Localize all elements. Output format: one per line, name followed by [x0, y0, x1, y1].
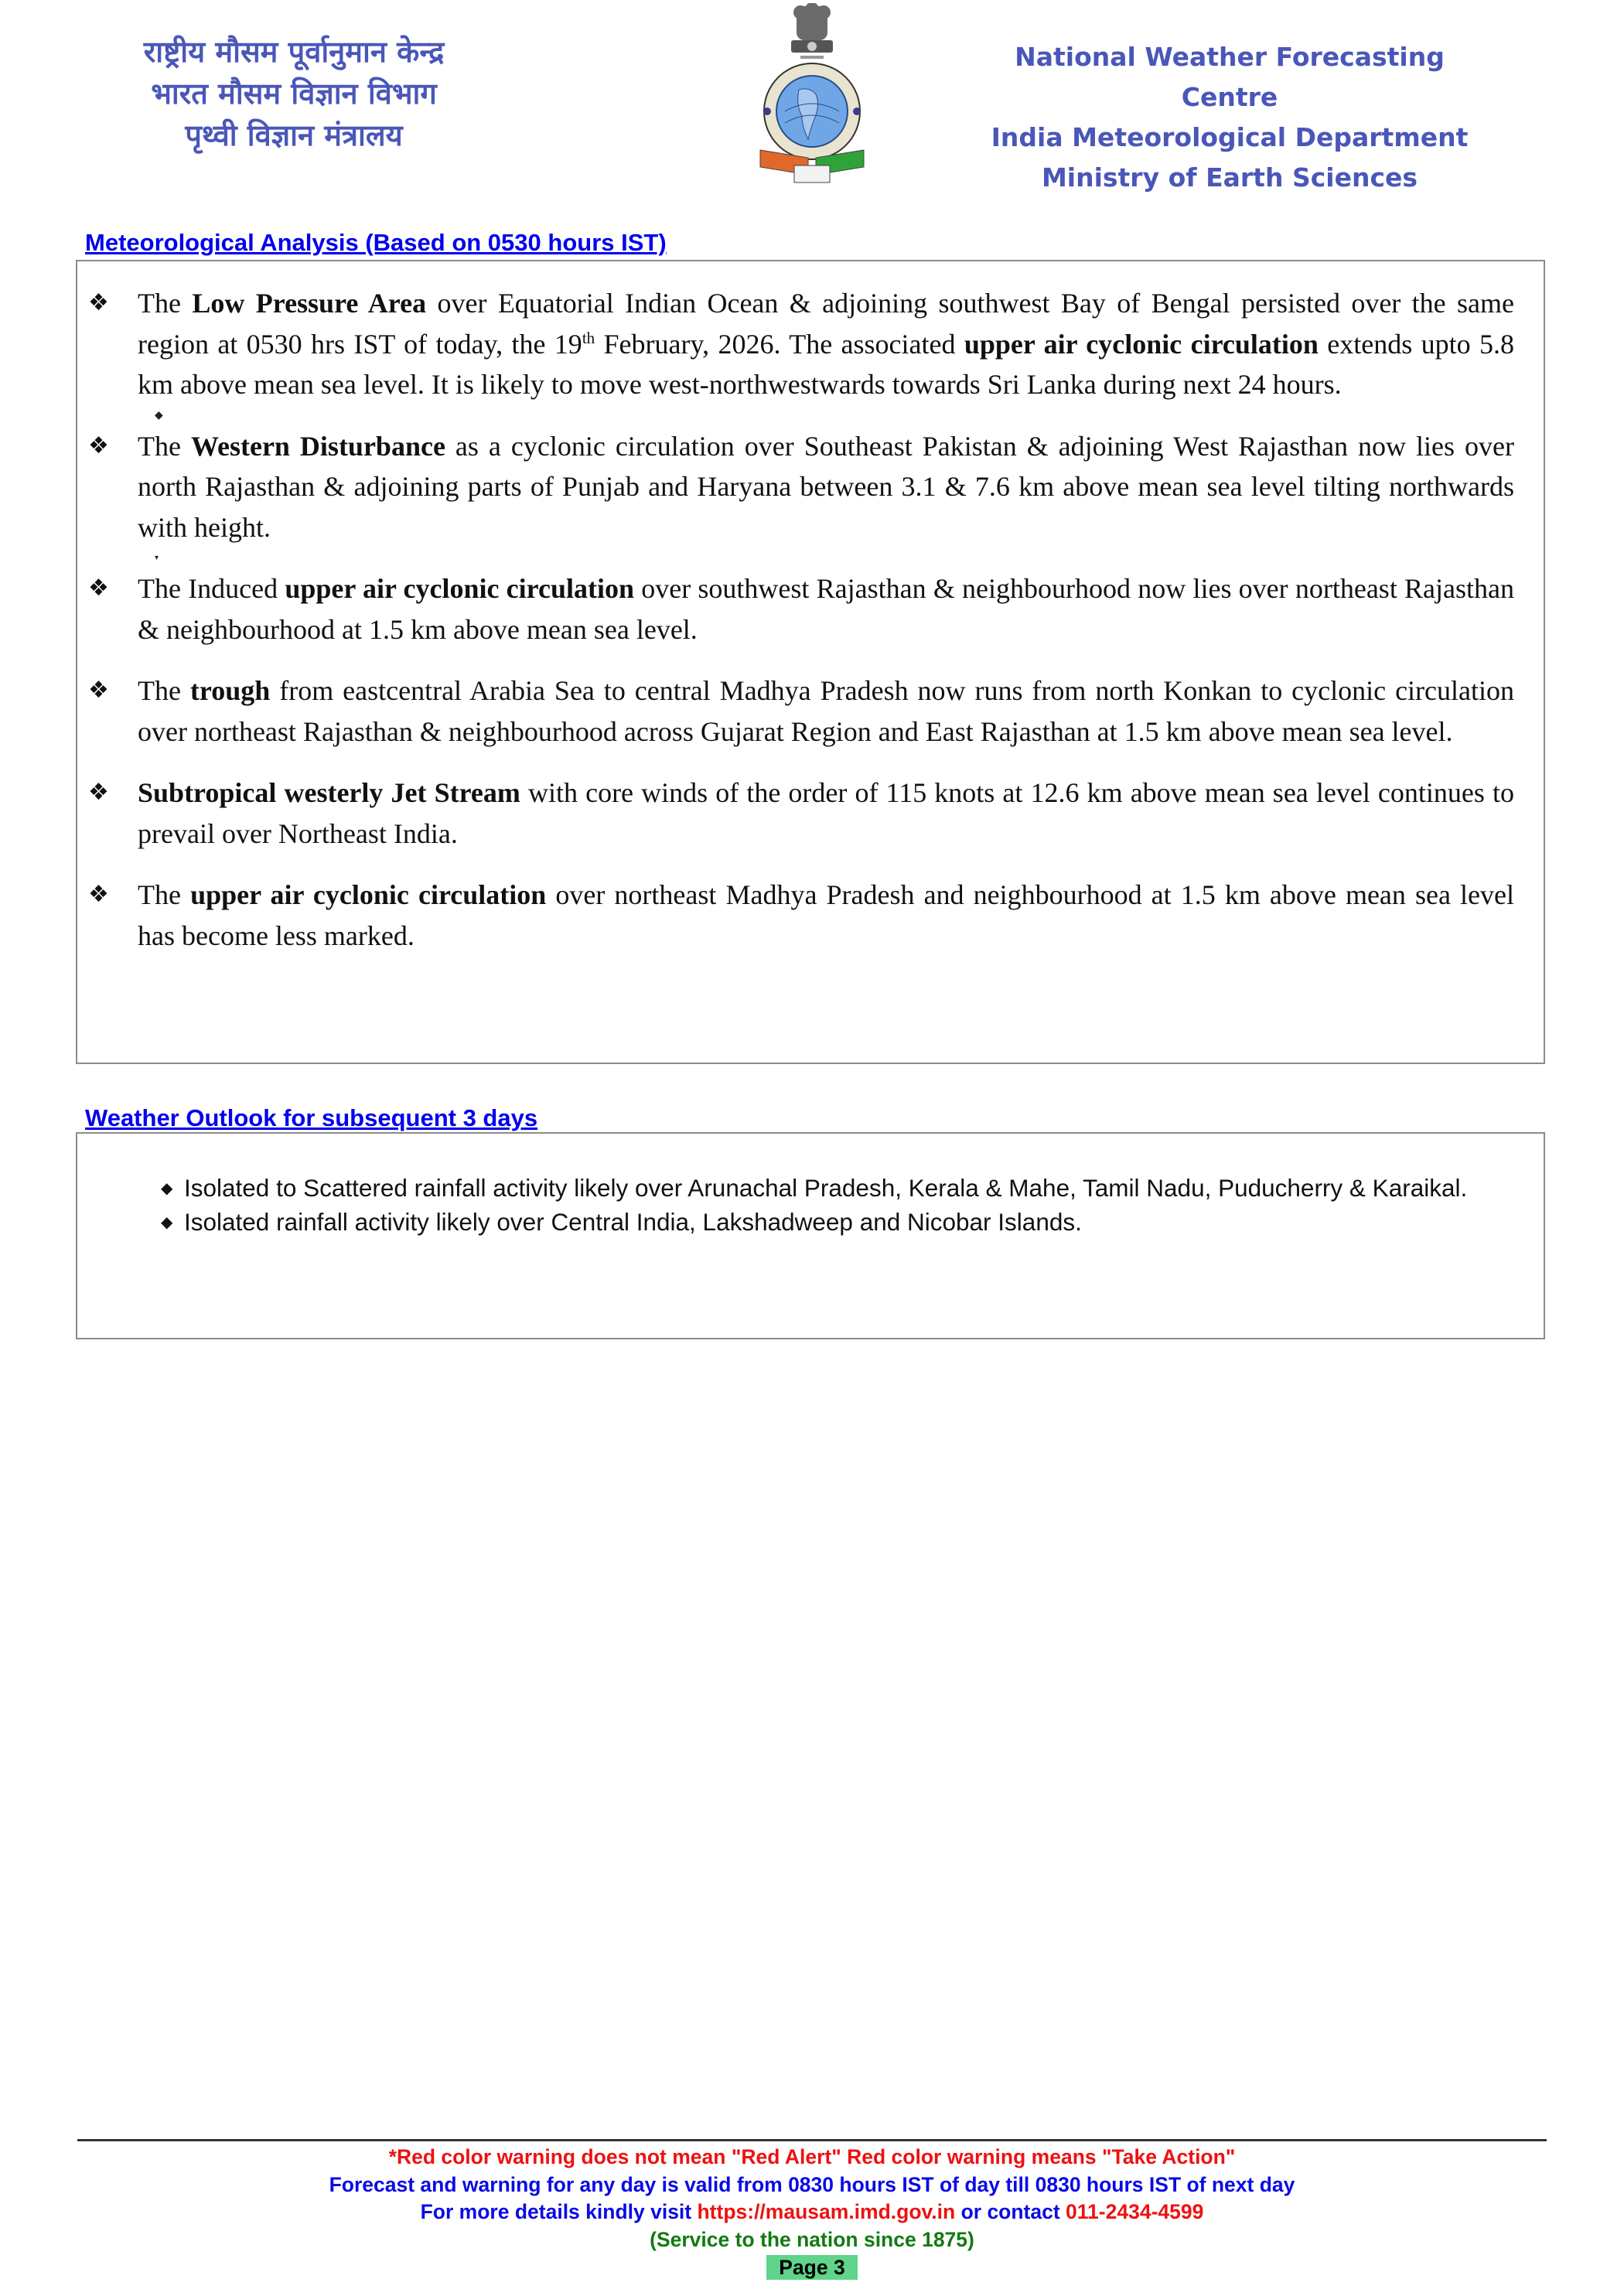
service-note: (Service to the nation since 1875) [650, 2227, 974, 2251]
website-link[interactable]: https://mausam.imd.gov.in [697, 2200, 956, 2223]
ordinal-suffix: th [582, 328, 595, 347]
contact-line [0, 2199, 1624, 2226]
analysis-text: February, 2026. The associated [595, 328, 964, 360]
hindi-org-name [93, 31, 495, 156]
hindi-line-2: भारत मौसम विज्ञान विभाग [151, 77, 437, 111]
english-line-2: India Meteorological Department [991, 122, 1469, 152]
four-diamond-bullet-icon: ❖ [88, 432, 109, 459]
bold-term: Subtropical westerly Jet Stream [138, 777, 520, 808]
analysis-text: extends upto 5.8 km above mean sea level. It is likely to move west-northwestwards towards Sri Lanka during next 24 hours. [138, 328, 1514, 400]
analysis-text: over northeast Madhya Pradesh and neighbourhood at 1.5 km above mean sea level has become less marked. [138, 879, 1515, 951]
analysis-text: The [138, 430, 191, 462]
outlook-text: Isolated rainfall activity likely over Central India, Lakshadweep and Nicobar Islands. [184, 1208, 1082, 1236]
analysis-item [77, 568, 1514, 650]
imd-emblem-icon [754, 3, 870, 186]
footer-divider [77, 2139, 1547, 2141]
analysis-box [76, 260, 1545, 1064]
analysis-item [77, 426, 1514, 548]
analysis-text: The [138, 288, 193, 319]
outlook-box [76, 1132, 1545, 1339]
analysis-item [77, 773, 1514, 854]
details-prefix: For more details kindly visit [420, 2200, 698, 2223]
details-mid: or contact [955, 2200, 1066, 2223]
stray-bullet-mark: ◆ [155, 408, 163, 421]
hindi-line-3: पृथ्वी विज्ञान मंत्रालय [185, 118, 403, 152]
analysis-text: The Induced [138, 573, 285, 604]
stray-bullet-mark: ▾ [155, 554, 159, 562]
bold-term: trough [189, 675, 271, 706]
four-diamond-bullet-icon: ❖ [88, 677, 109, 704]
analysis-item [77, 283, 1514, 405]
outlook-list [77, 1134, 1544, 1239]
phone-number: 011-2434-4599 [1066, 2200, 1204, 2223]
analysis-text: from eastcentral Arabia Sea to central Madhya Pradesh now runs from north Konkan to cyclonic circulation over northeast Rajasthan & neighbourhood across Gujarat Region and East Rajasthan at 1.5 km above mean sea level. [138, 675, 1515, 747]
analysis-text: The [138, 675, 190, 706]
outlook-text: Isolated to Scattered rainfall activity likely over Arunachal Pradesh, Kerala & Mahe, Tamil Nadu, Puducherry & Karaikal. [184, 1174, 1468, 1202]
analysis-item [77, 670, 1514, 752]
validity-note: Forecast and warning for any day is valid from 0830 hours IST of day till 0830 hours IST of next day [329, 2172, 1295, 2196]
four-diamond-bullet-icon: ❖ [88, 779, 109, 806]
analysis-list [77, 261, 1544, 956]
bold-term: Western Disturbance [190, 430, 445, 462]
page-number-badge: Page 3 [766, 2255, 857, 2280]
english-line-3: Ministry of Earth Sciences [1041, 162, 1418, 193]
outlook-title: Weather Outlook for subsequent 3 days [85, 1104, 538, 1131]
english-org-name [982, 37, 1477, 198]
analysis-item [77, 875, 1514, 956]
outlook-item [77, 1205, 1513, 1239]
bold-term: upper air cyclonic circulation [190, 879, 547, 910]
four-diamond-bullet-icon: ❖ [88, 289, 109, 316]
bold-term: upper air cyclonic circulation [285, 573, 635, 604]
hindi-line-1: राष्ट्रीय मौसम पूर्वानुमान केन्द्र [143, 35, 445, 69]
analysis-text: The [138, 879, 191, 910]
analysis-text: as a cyclonic circulation over Southeast Pakistan & adjoining West Rajasthan now lies over north Rajasthan & adjoining parts of Punjab and Haryana between 3.1 & 7.6 km above mean sea level tilting northwards with height. [138, 430, 1514, 543]
analysis-text: over Equatorial Indian Ocean & adjoining southwest Bay of Bengal persisted over the same region at 0530 hrs IST of today, the 19 [138, 288, 1515, 360]
analysis-text: over southwest Rajasthan & neighbourhood now lies over northeast Rajasthan & neighbourhood at 1.5 km above mean sea level. [138, 573, 1514, 645]
bold-term: upper air cyclonic circulation [964, 328, 1319, 360]
diamond-bullet-icon: ◆ [161, 1213, 173, 1231]
four-diamond-bullet-icon: ❖ [88, 575, 109, 602]
diamond-bullet-icon: ◆ [161, 1179, 173, 1197]
four-diamond-bullet-icon: ❖ [88, 881, 109, 908]
outlook-item [77, 1171, 1513, 1205]
analysis-text: with core winds of the order of 115 knots at 12.6 km above mean sea level continues to prevail over Northeast India. [138, 777, 1515, 849]
footer [0, 2144, 1624, 2282]
english-line-1: National Weather Forecasting Centre [1015, 42, 1445, 112]
bold-term: Low Pressure Area [192, 288, 427, 319]
analysis-title: Meteorological Analysis (Based on 0530 hours IST) [85, 229, 667, 256]
red-warning-note: *Red color warning does not mean "Red Alert" Red color warning means "Take Action" [388, 2145, 1236, 2168]
